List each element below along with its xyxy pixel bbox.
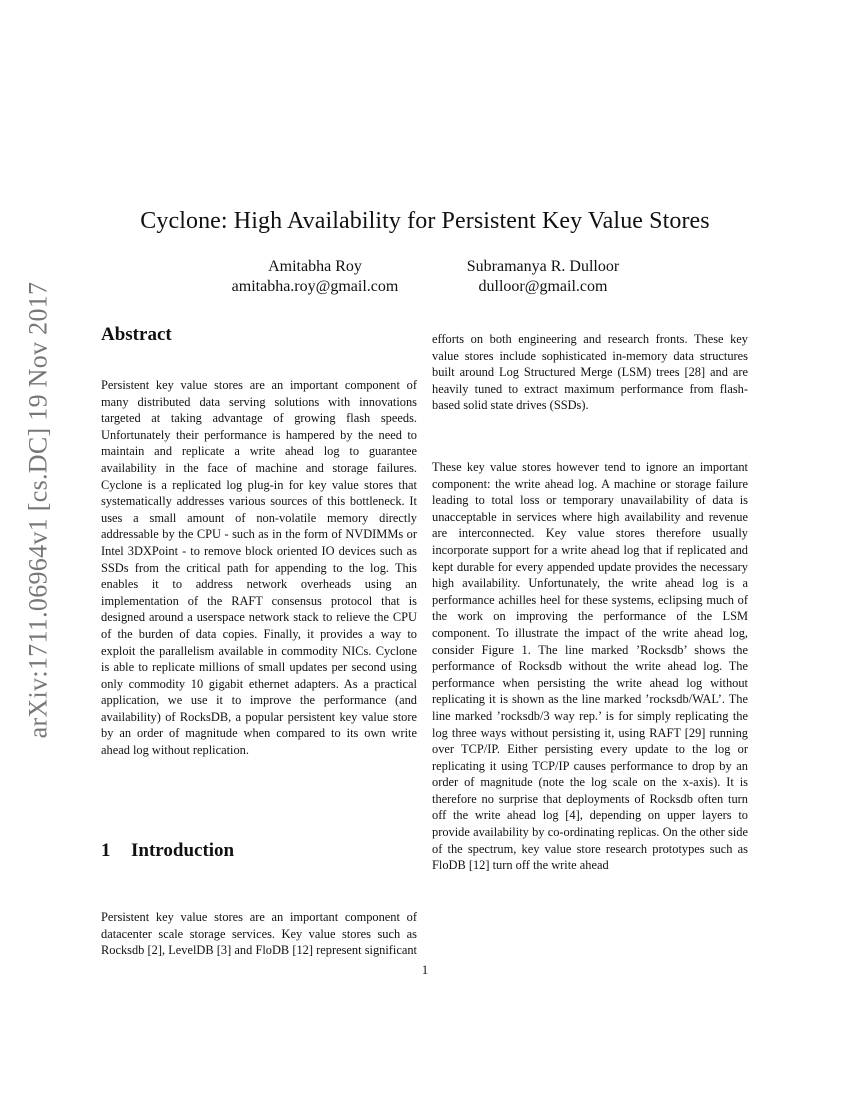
- arxiv-identifier-stamp: [18, 281, 58, 739]
- author-name: Subramanya R. Dulloor: [466, 258, 620, 275]
- intro-paragraph-1-continued-text: efforts on both engineering and research fronts. These key value stores include sophisticated in-memory data structures built around Log Structured Merge (LSM) trees [28] and are heavily tuned to extract maximum performance from flash-based solid state drives (SSDs).: [432, 331, 748, 413]
- author-email: dulloor@gmail.com: [478, 278, 608, 295]
- author-email: amitabha.roy@gmail.com: [231, 278, 399, 295]
- author-name: Amitabha Roy: [268, 258, 362, 275]
- author-block: [200, 257, 430, 297]
- intro-paragraph-1-start: Persistent key value stores are an important component of datacenter scale storage services. Key value stores such as Rocksdb [2], LevelDB [3] and FloDB [12] represent significant: [101, 910, 417, 958]
- introduction-heading: [101, 840, 235, 861]
- page-number: 1: [421, 963, 429, 977]
- abstract-heading: Abstract: [101, 324, 172, 345]
- author-block: [428, 257, 658, 297]
- intro-paragraph-1-continued: [432, 331, 748, 431]
- abstract-paragraph: Persistent key value stores are an important component of many distributed data serving solutions with innovations targeted at taking advantage of growing flash speeds. Unfortunately their performance is hampered by the need to maintain and replicate a write ahead log to guarantee availability in the face of machine and storage failures. Cyclone is a replicated log plug-in for key value stores that systematically addresses various sources of this bottleneck. It uses a small amount of non-volatile memory directly addressable by the CPU - such as in the form of NVDIMMs or Intel 3DXPoint - to remove block oriented IO devices such as SSDs from the critical path for appending to the log. This enables it to address network overheads using an implementation of the RAFT consensus protocol that is designed around a userspace network stack to relieve the CPU of the burden of data copies. Finally, it provides a way to exploit the parallelism available in commodity NICs. Cyclone is able to replicate millions of small updates per second using only commodity 10 gigabit ethernet adapters. As a practical application, we use it to improve the performance (and availability) of RocksDB, a popular persistent key value store by an order of magnitude when compared to its own write ahead log without replication.: [101, 378, 417, 758]
- intro-paragraph-2: These key value stores however tend to ignore an important component: the write ahead log. A machine or storage failure leading to total loss or temporary unavailability of data is unacceptable in services where high availability and revenue are interconnected. Key value stores therefore usually incorporate support for a write ahead log that if replicated and kept durable for every appended update provides the necessary high availability. Unfortunately, the write ahead log is a performance achilles heel for these systems, eclipsing much of the work on improving the performance of the LSM component. To illustrate the impact of the write ahead log, consider Figure 1. The line marked ’Rocksdb’ shows the performance of Rocksdb without the write ahead log. The performance when persisting the write ahead log without replicating it is shown as the line marked ’rocksdb/WAL’. The line marked ’rocksdb/3 way rep.’ is for simply replicating the log three ways without persisting it, using RAFT [29] running over TCP/IP. Either persisting every update to the log or replicating it using TCP/IP causes performance to drop by an order of magnitude (note the log scale on the x-axis). It is therefore no surprise that deployments of Rocksdb often turn off the write ahead log [4], depending on upper layers to provide availability by co-ordinating replicas. On the other side of the spectrum, key value store research prototypes such as FloDB [12] turn off the write ahead: [432, 460, 748, 873]
- arxiv-identifier-text: arXiv:1711.06964v1 [cs.DC] 19 Nov 2017: [23, 281, 53, 739]
- section-number: 1: [101, 840, 111, 861]
- paper-title: Cyclone: High Availability for Persistent Key Value Stores: [140, 208, 710, 234]
- section-title: Introduction: [131, 840, 235, 861]
